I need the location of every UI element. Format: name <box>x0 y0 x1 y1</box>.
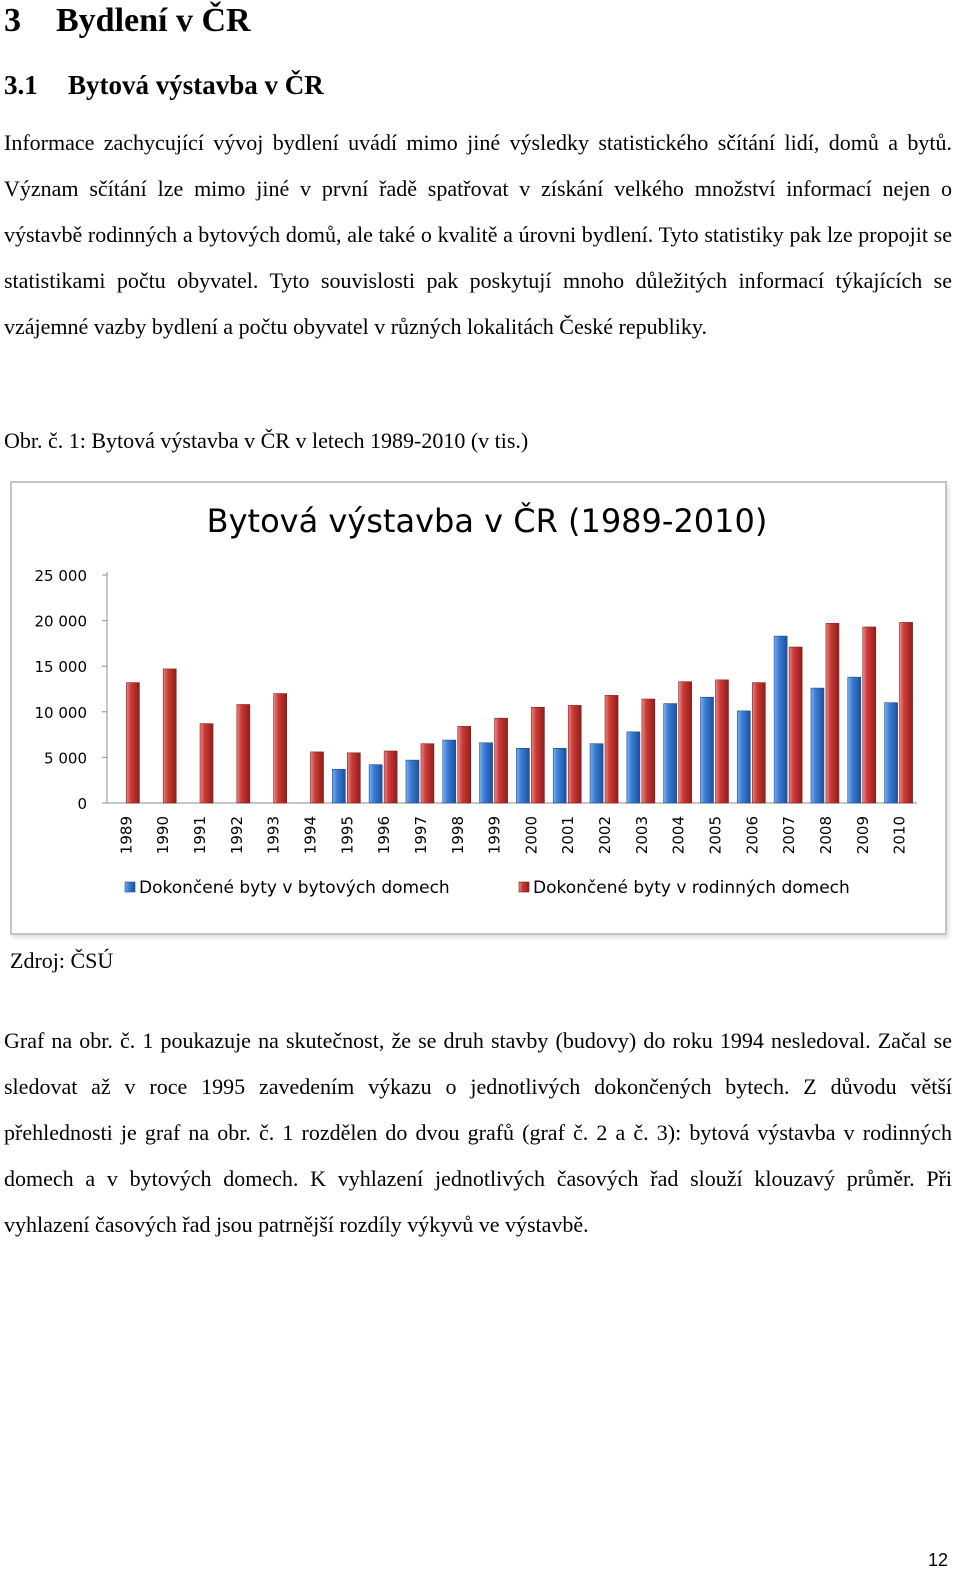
section-title: Bytová výstavba v ČR <box>68 70 324 100</box>
bar-family-houses <box>531 707 544 803</box>
bar-apartment-buildings <box>553 748 566 803</box>
x-tick-label: 2000 <box>522 816 541 855</box>
bar-family-houses <box>311 752 324 803</box>
bar-chart <box>12 483 945 933</box>
bar-apartment-buildings <box>774 636 787 803</box>
bar-family-houses <box>826 623 839 803</box>
chart-title: Bytová výstavba v ČR (1989-2010) <box>206 502 768 540</box>
bar-apartment-buildings <box>627 732 640 803</box>
bar-family-houses <box>716 680 729 803</box>
x-tick-label: 1997 <box>411 816 430 855</box>
y-tick-label: 5 000 <box>44 749 87 768</box>
x-tick-label: 1992 <box>227 816 246 855</box>
bar-family-houses <box>274 694 287 803</box>
chapter-number: 3 <box>4 2 21 39</box>
x-tick-label: 1991 <box>191 816 210 855</box>
x-tick-label: 1998 <box>448 816 467 855</box>
bar-family-houses <box>200 724 213 803</box>
bar-family-houses <box>605 695 618 803</box>
bar-family-houses <box>863 627 876 803</box>
x-tick-label: 1994 <box>301 816 320 855</box>
bar-apartment-buildings <box>664 704 677 803</box>
bar-family-houses <box>900 622 913 803</box>
bar-family-houses <box>495 718 508 803</box>
bar-apartment-buildings <box>848 677 861 803</box>
chapter-title: Bydlení v ČR <box>56 2 251 39</box>
commentary-paragraph: Graf na obr. č. 1 poukazuje na skutečnost, že se druh stavby (budovy) do roku 1994 nesledoval. Začal se sledovat až v roce 1995 zavedením výkazu o jednotlivých dokončených bytech. Z důvodu větší přehlednosti je graf na obr. č. 1 rozdělen do dvou grafů (graf č. 2 a č. 3): bytová výstavba v rodinných domech a v bytových domech. K vyhlazení jednotlivých časových řad slouží klouzavý průměr. Při vyhlazení časových řad jsou patrnější rozdíly výkyvů ve výstavbě. <box>4 1028 952 1237</box>
bar-apartment-buildings <box>701 697 714 803</box>
bar-family-houses <box>752 683 765 803</box>
bar-apartment-buildings <box>737 711 750 803</box>
section-number: 3.1 <box>4 70 38 100</box>
bar-family-houses <box>642 699 655 803</box>
bar-family-houses <box>421 744 434 803</box>
chart-legend <box>125 878 850 898</box>
chart-bars-layer <box>126 622 912 803</box>
bar-apartment-buildings <box>590 744 603 803</box>
bar-family-houses <box>679 682 692 803</box>
legend-swatch-family-houses <box>519 882 529 892</box>
x-tick-label: 1993 <box>264 816 283 855</box>
y-tick-label: 15 000 <box>34 658 87 677</box>
bar-apartment-buildings <box>811 688 824 803</box>
y-tick-label: 0 <box>77 795 87 813</box>
source-note: Zdroj: ČSÚ <box>10 948 114 973</box>
x-tick-label: 2006 <box>743 816 762 855</box>
chart-x-labels-layer <box>117 816 908 854</box>
figure-caption: Obr. č. 1: Bytová výstavba v ČR v letech 1989-2010 (v tis.) <box>4 428 529 453</box>
bar-family-houses <box>237 705 250 803</box>
x-tick-label: 2008 <box>816 816 835 855</box>
chart-container <box>10 481 947 935</box>
bar-apartment-buildings <box>516 748 529 803</box>
x-tick-label: 2007 <box>780 816 799 855</box>
legend-label-apartment-buildings: Dokončené byty v bytových domech <box>139 878 450 898</box>
bar-apartment-buildings <box>443 740 456 803</box>
x-tick-label: 1989 <box>117 816 136 855</box>
bar-family-houses <box>789 647 802 803</box>
page-number: 12 <box>927 1550 948 1570</box>
legend-swatch-apartment-buildings <box>125 882 135 892</box>
x-tick-label: 1996 <box>375 816 394 855</box>
x-tick-label: 2003 <box>632 816 651 855</box>
y-tick-label: 20 000 <box>34 612 87 631</box>
y-tick-label: 10 000 <box>34 703 87 722</box>
bar-family-houses <box>126 683 139 803</box>
legend-label-family-houses: Dokončené byty v rodinných domech <box>533 878 850 898</box>
x-tick-label: 2001 <box>559 816 578 855</box>
bar-apartment-buildings <box>332 769 345 803</box>
bar-apartment-buildings <box>406 760 419 803</box>
x-tick-label: 2009 <box>853 816 872 855</box>
x-tick-label: 1995 <box>338 816 357 855</box>
x-tick-label: 2002 <box>596 816 615 855</box>
x-tick-label: 2005 <box>706 816 725 855</box>
bar-family-houses <box>163 669 176 803</box>
intro-paragraph: Informace zachycující vývoj bydlení uvádí mimo jiné výsledky statistického sčítání lidí, domů a bytů. Význam sčítání lze mimo jiné v první řadě spatřovat v získání velkého množství informací nejen o výstavbě rodinných a bytových domů, ale také o kvalitě a úrovni bydlení. Tyto statistiky pak lze propojit se statistikami počtu obyvatel. Tyto souvislosti pak poskytují mnoho důležitých informací týkajících se vzájemné vazby bydlení a počtu obyvatel v různých lokalitách České republiky. <box>4 130 952 339</box>
x-tick-label: 1990 <box>154 816 173 855</box>
bar-family-houses <box>384 751 397 803</box>
bar-apartment-buildings <box>885 703 898 803</box>
chapter-heading <box>4 2 251 40</box>
bar-family-houses <box>347 753 360 803</box>
y-tick-label: 25 000 <box>34 567 87 585</box>
x-tick-label: 1999 <box>485 816 504 855</box>
bar-apartment-buildings <box>480 743 493 803</box>
x-tick-label: 2004 <box>669 816 688 855</box>
bar-family-houses <box>458 726 471 803</box>
x-tick-label: 2010 <box>890 816 909 855</box>
bar-apartment-buildings <box>369 765 382 803</box>
section-heading <box>4 70 324 101</box>
bar-family-houses <box>568 705 581 803</box>
